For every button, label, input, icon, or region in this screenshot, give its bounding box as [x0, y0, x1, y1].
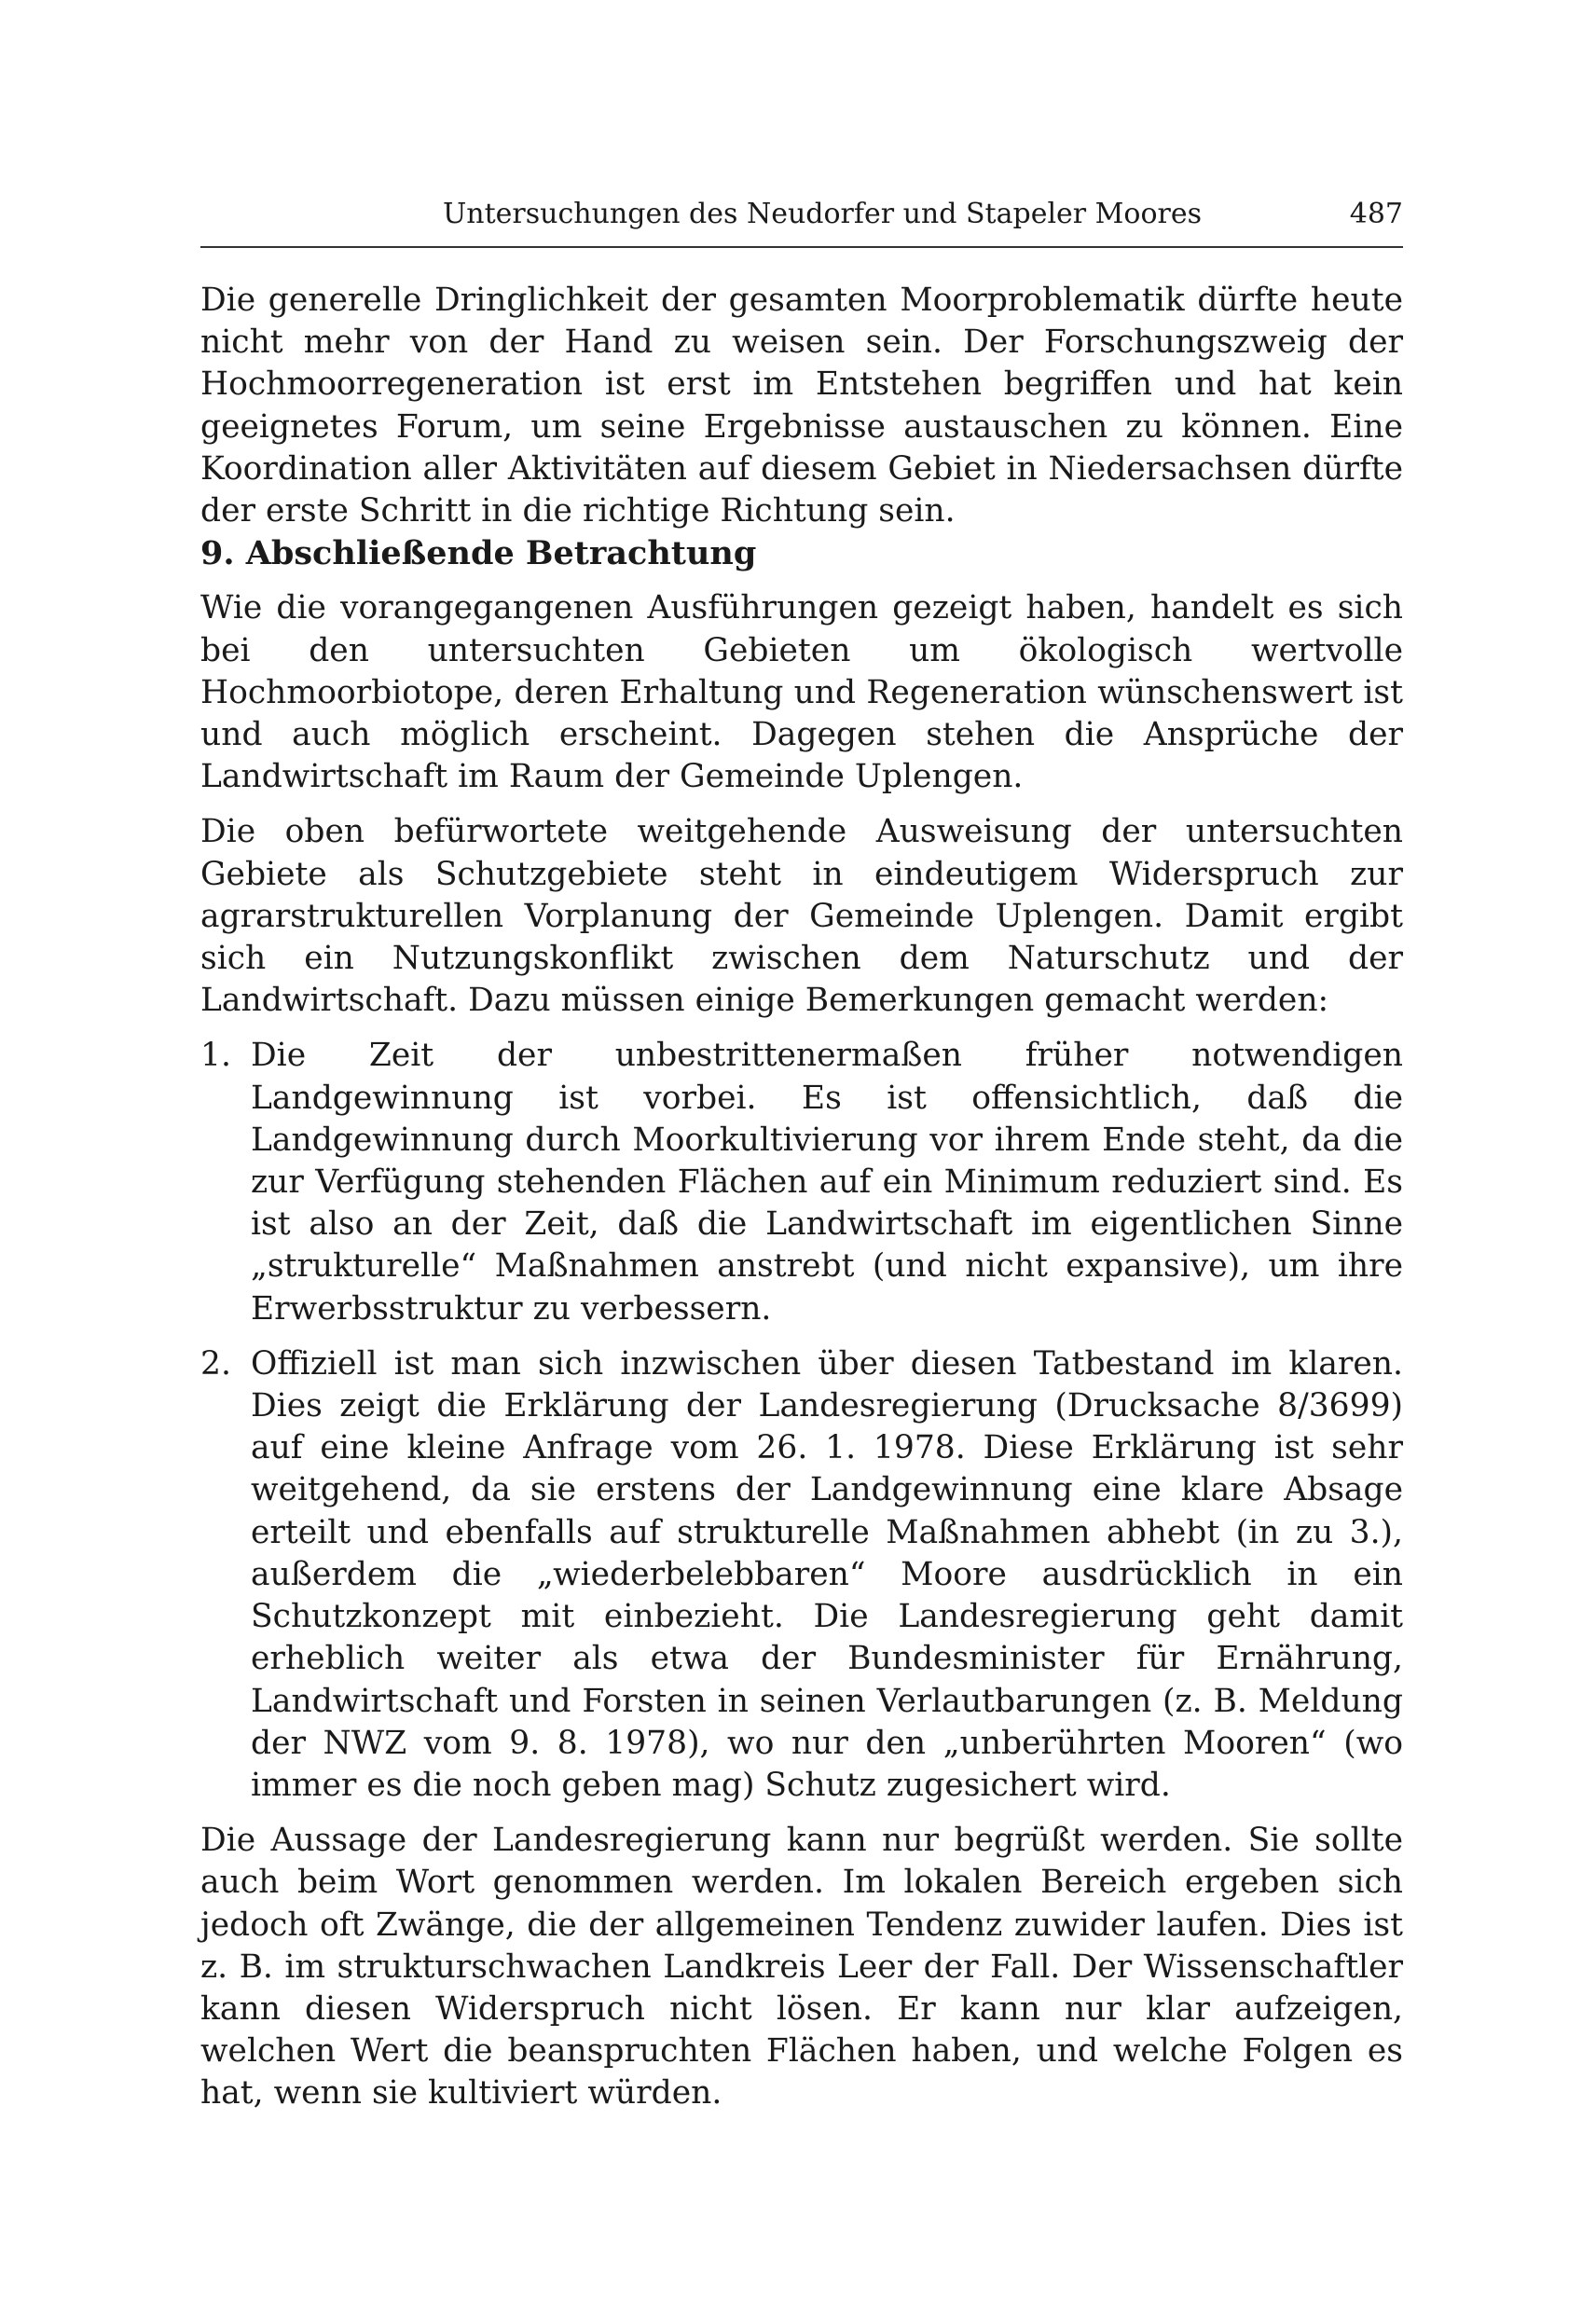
list-number: 2. — [200, 1344, 231, 1383]
list-item-2 — [200, 1343, 1403, 1807]
page-number: 487 — [1349, 198, 1403, 230]
section-heading: 9. Abschließende Betrachtung — [200, 534, 757, 573]
section-paragraph-2: Die oben befürwortete weitgehende Ausweisung der untersuchten Gebiete als Schutzgebiete steht in eindeutigem Widerspruch zur agrarstrukturellen Vorplanung der Gemeinde Uplengen. Damit ergibt sich ein Nutzungskonflikt zwischen dem Naturschutz und der Landwirtschaft. Dazu müssen einige Bemerkungen gemacht werden: — [200, 813, 1403, 1020]
page-body — [200, 280, 1403, 2115]
closing-paragraph: Die Aussage der Landesregierung kann nur begrüßt werden. Sie sollte auch beim Wort genommen werden. Im lokalen Bereich ergeben sich jedoch oft Zwänge, die der allgemeinen Tendenz zuwider laufen. Dies ist z. B. im strukturschwachen Landkreis Leer der Fall. Der Wissenschaftler kann diesen Widerspruch nicht lösen. Er kann nur klar aufzeigen, welchen Wert die beanspruchten Flächen haben, und welche Folgen es hat, wenn sie kultiviert würden. — [200, 1822, 1403, 2112]
section-paragraph-1: Wie die vorangegangenen Ausführungen gezeigt haben, handelt es sich bei den untersuchten Gebieten um ökologisch wertvolle Hochmoorbiotope, deren Erhaltung und Regeneration wünschenswert ist und auch möglich erscheint. Dagegen stehen die Ansprüche der Landwirtschaft im Raum der Gemeinde Uplengen. — [200, 589, 1403, 796]
list-item-text: Die Zeit der unbestrittenermaßen früher notwendigen Landgewinnung ist vorbei. Es ist offensichtlich, daß die Landgewinnung durch Moorkultivierung vor ihrem Ende steht, da die zur Verfügung stehenden Flächen auf ein Minimum reduziert sind. Es ist also an der Zeit, daß die Landwirtschaft im eigentlichen Sinne „strukturelle“ Maßnahmen anstrebt (und nicht expansive), um ihre Erwerbsstruktur zu verbessern. — [251, 1037, 1403, 1328]
running-head-title: Untersuchungen des Neudorfer und Stapeler Moores — [443, 198, 1202, 230]
numbered-list — [200, 1035, 1403, 1807]
list-item-1 — [200, 1035, 1403, 1329]
intro-paragraph: Die generelle Dringlichkeit der gesamten Moorproblematik dürfte heute nicht mehr von der Hand zu weisen sein. Der Forschungszweig der Hochmoorregeneration ist erst im Entstehen begriffen und hat kein geeignetes Forum, um seine Ergebnisse austauschen zu können. Eine Koordination aller Aktivitäten auf diesem Gebiet in Niedersachsen dürfte der erste Schritt in die richtige Richtung sein. — [200, 282, 1403, 530]
list-number: 1. — [200, 1037, 231, 1075]
list-item-text: Offiziell ist man sich inzwischen über diesen Tatbestand im klaren. Dies zeigt die Erklärung der Landesregierung (Drucksache 8/3699) auf eine kleine Anfrage vom 26. 1. 1978. Diese Erklärung ist sehr weitgehend, da sie erstens der Landgewinnung eine klare Absage erteilt und ebenfalls auf strukturelle Maßnahmen abhebt (in zu 3.), außerdem die „wiederbelebbaren“ Moore ausdrücklich in ein Schutzkonzept mit einbezieht. Die Landesregierung geht damit erheblich weiter als etwa der Bundesminister für Ernährung, Landwirtschaft und Forsten in seinen Verlautbarungen (z. B. Meldung der NWZ vom 9. 8. 1978), wo nur den „unberührten Mooren“ (wo immer es die noch geben mag) Schutz zugesichert wird. — [251, 1344, 1403, 1804]
header-rule — [200, 246, 1403, 248]
running-head — [200, 194, 1403, 235]
